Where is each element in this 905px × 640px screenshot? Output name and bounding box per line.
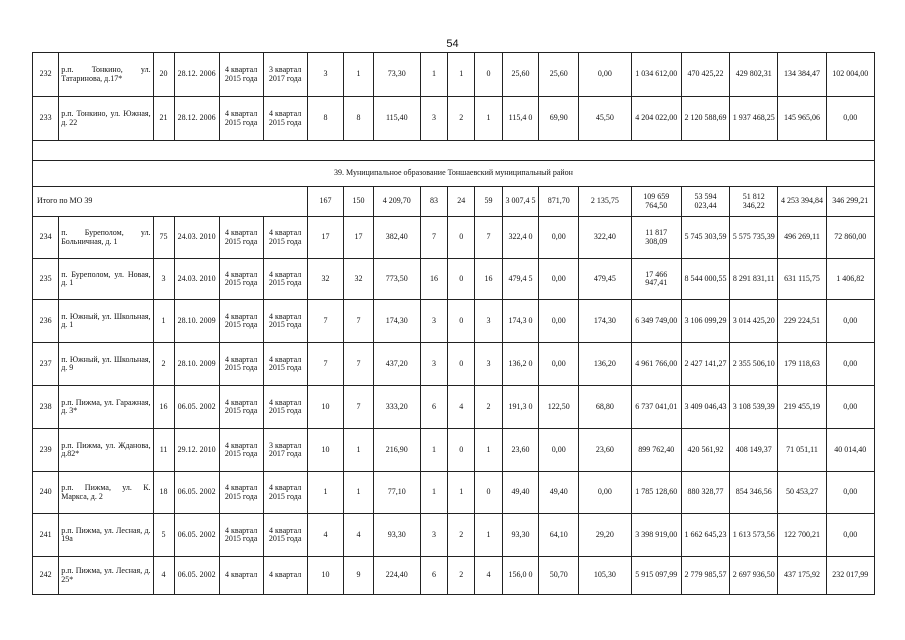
cell: 2	[448, 514, 475, 557]
cell: 4	[344, 514, 373, 557]
cell: 6 349 749,00	[631, 300, 681, 343]
cell: 4 961 766,00	[631, 343, 681, 386]
cell: 0,00	[826, 300, 874, 343]
page-number: 54	[446, 38, 459, 50]
cell: 496 269,11	[778, 217, 826, 259]
cell: 4 квартал 2015 года	[263, 386, 307, 429]
cell: 3 007,4 5	[502, 187, 539, 217]
cell: 3 398 919,00	[631, 514, 681, 557]
cell: 20	[153, 53, 174, 97]
cell: 93,30	[502, 514, 539, 557]
date-cell: 24.03. 2010	[174, 259, 219, 300]
cell: 1 937 468,25	[730, 97, 778, 141]
cell: 102 004,00	[826, 53, 874, 97]
cell: 1	[448, 472, 475, 514]
cell: 0	[448, 217, 475, 259]
address-cell: п. Южный, ул. Школьная, д. 1	[59, 300, 153, 343]
cell: 1	[420, 472, 447, 514]
table-row	[33, 53, 875, 97]
cell: 0,00	[579, 472, 631, 514]
cell: 8 291 831,11	[730, 259, 778, 300]
address-cell: п. Южный, ул. Школьная, д. 9	[59, 343, 153, 386]
total-label: Итого по МО 39	[33, 187, 308, 217]
cell: 0,00	[539, 300, 579, 343]
cell: 3	[153, 259, 174, 300]
cell: 105,30	[579, 557, 631, 595]
cell: 1 406,82	[826, 259, 874, 300]
cell: 899 762,40	[631, 429, 681, 472]
cell: 224,40	[373, 557, 420, 595]
date-cell: 06.05. 2002	[174, 557, 219, 595]
cell: 77,10	[373, 472, 420, 514]
date-cell: 06.05. 2002	[174, 386, 219, 429]
cell: 216,90	[373, 429, 420, 472]
date-cell: 24.03. 2010	[174, 217, 219, 259]
cell: 3	[420, 343, 447, 386]
cell: 0,00	[579, 53, 631, 97]
cell: 346 299,21	[826, 187, 874, 217]
cell: 3	[420, 300, 447, 343]
cell: 3 квартал 2017 года	[263, 53, 307, 97]
cell: 0	[475, 53, 502, 97]
cell: 68,80	[579, 386, 631, 429]
cell: 75	[153, 217, 174, 259]
cell: 83	[420, 187, 447, 217]
cell: 17	[344, 217, 373, 259]
cell: 1	[153, 300, 174, 343]
table-row	[33, 386, 875, 429]
date-cell: 28.12. 2006	[174, 97, 219, 141]
cell: 191,3 0	[502, 386, 539, 429]
address-cell: р.п. Тонкино, ул. Южная, д. 22	[59, 97, 153, 141]
cell: 4	[153, 557, 174, 595]
cell: 3 106 099,29	[681, 300, 729, 343]
cell: 229 224,51	[778, 300, 826, 343]
cell: 9	[344, 557, 373, 595]
cell: 382,40	[373, 217, 420, 259]
row-number: 235	[33, 259, 59, 300]
cell: 4 253 394,84	[778, 187, 826, 217]
cell: 4 204 022,00	[631, 97, 681, 141]
cell: 2	[153, 343, 174, 386]
cell: 11 817 308,09	[631, 217, 681, 259]
cell: 64,10	[539, 514, 579, 557]
cell: 3	[420, 514, 447, 557]
cell: 1	[307, 472, 344, 514]
cell: 1	[448, 53, 475, 97]
table-row	[33, 217, 875, 259]
date-cell: 28.12. 2006	[174, 53, 219, 97]
cell: 1	[344, 53, 373, 97]
row-number: 238	[33, 386, 59, 429]
cell: 2	[448, 97, 475, 141]
cell: 3	[475, 300, 502, 343]
cell: 4 квартал 2015 года	[219, 53, 263, 97]
cell: 6 737 041,01	[631, 386, 681, 429]
cell: 420 561,92	[681, 429, 729, 472]
cell: 1	[475, 97, 502, 141]
table-row	[33, 259, 875, 300]
cell: 3 014 425,20	[730, 300, 778, 343]
section-row	[33, 161, 875, 187]
cell: 4 квартал 2015 года	[263, 259, 307, 300]
cell: 5 915 097,99	[631, 557, 681, 595]
cell: 1 785 128,60	[631, 472, 681, 514]
cell: 4 квартал 2015 года	[263, 472, 307, 514]
cell: 2 135,75	[579, 187, 631, 217]
cell: 7	[344, 300, 373, 343]
cell: 50,70	[539, 557, 579, 595]
cell: 150	[344, 187, 373, 217]
row-number: 240	[33, 472, 59, 514]
cell: 32	[344, 259, 373, 300]
cell: 1	[420, 429, 447, 472]
cell: 0	[448, 343, 475, 386]
cell: 3	[307, 53, 344, 97]
table-row	[33, 300, 875, 343]
cell: 1 662 645,23	[681, 514, 729, 557]
cell: 0,00	[539, 259, 579, 300]
cell: 1	[420, 53, 447, 97]
cell: 0,00	[826, 472, 874, 514]
table-row	[33, 97, 875, 141]
cell: 0,00	[539, 343, 579, 386]
cell: 871,70	[539, 187, 579, 217]
cell: 4 квартал 2015 года	[219, 343, 263, 386]
cell: 7	[420, 217, 447, 259]
address-cell: р.п. Пижма, ул. Лесная, д. 19а	[59, 514, 153, 557]
section-title: 39. Муниципальное образование Тоншаевский муниципальный район	[33, 161, 875, 187]
cell: 174,30	[579, 300, 631, 343]
cell: 322,40	[579, 217, 631, 259]
cell: 25,60	[539, 53, 579, 97]
row-number: 237	[33, 343, 59, 386]
cell: 51 812 346,22	[730, 187, 778, 217]
cell: 7	[344, 386, 373, 429]
cell: 115,4 0	[502, 97, 539, 141]
cell: 156,0 0	[502, 557, 539, 595]
cell: 11	[153, 429, 174, 472]
cell: 72 860,00	[826, 217, 874, 259]
row-number: 232	[33, 53, 59, 97]
cell: 4 квартал 2015 года	[219, 514, 263, 557]
table-row	[33, 472, 875, 514]
cell: 10	[307, 386, 344, 429]
cell: 40 014,40	[826, 429, 874, 472]
cell: 4 квартал 2015 года	[219, 429, 263, 472]
cell: 1 613 573,56	[730, 514, 778, 557]
table-row	[33, 514, 875, 557]
cell: 32	[307, 259, 344, 300]
cell: 10	[307, 429, 344, 472]
cell: 0,00	[826, 343, 874, 386]
cell: 4	[448, 386, 475, 429]
cell: 2	[448, 557, 475, 595]
cell: 1	[475, 429, 502, 472]
table-row	[33, 343, 875, 386]
cell: 69,90	[539, 97, 579, 141]
cell: 6	[420, 386, 447, 429]
address-cell: р.п. Пижма, ул. Жданова, д.82*	[59, 429, 153, 472]
cell: 7	[475, 217, 502, 259]
cell: 73,30	[373, 53, 420, 97]
cell: 122 700,21	[778, 514, 826, 557]
address-cell: п. Буреполом, ул. Больничная, д. 1	[59, 217, 153, 259]
cell: 50 453,27	[778, 472, 826, 514]
cell: 1	[344, 429, 373, 472]
cell: 8 544 000,55	[681, 259, 729, 300]
cell: 136,20	[579, 343, 631, 386]
cell: 4 квартал 2015 года	[263, 514, 307, 557]
cell: 71 051,11	[778, 429, 826, 472]
cell: 4 квартал	[263, 557, 307, 595]
cell: 3	[420, 97, 447, 141]
cell: 16	[153, 386, 174, 429]
cell: 0	[448, 300, 475, 343]
cell: 2 779 985,57	[681, 557, 729, 595]
cell: 4 квартал 2015 года	[219, 217, 263, 259]
cell: 49,40	[502, 472, 539, 514]
cell: 59	[475, 187, 502, 217]
cell: 17	[307, 217, 344, 259]
cell: 7	[344, 343, 373, 386]
address-cell: р.п. Тонкино, ул. Татаринова, д.17*	[59, 53, 153, 97]
cell: 5 745 303,59	[681, 217, 729, 259]
cell: 23,60	[579, 429, 631, 472]
cell: 0	[475, 472, 502, 514]
cell: 479,45	[579, 259, 631, 300]
cell: 2 355 506,10	[730, 343, 778, 386]
row-number: 242	[33, 557, 59, 595]
cell: 24	[448, 187, 475, 217]
cell: 322,4 0	[502, 217, 539, 259]
address-cell: р.п. Пижма, ул. К. Маркса, д. 2	[59, 472, 153, 514]
cell: 7	[307, 343, 344, 386]
cell: 0	[448, 429, 475, 472]
cell: 437,20	[373, 343, 420, 386]
cell: 5	[153, 514, 174, 557]
housing-register-table	[32, 52, 875, 595]
date-cell: 28.10. 2009	[174, 300, 219, 343]
cell: 479,4 5	[502, 259, 539, 300]
cell: 4 209,70	[373, 187, 420, 217]
cell: 18	[153, 472, 174, 514]
cell: 109 659 764,50	[631, 187, 681, 217]
cell: 408 149,37	[730, 429, 778, 472]
row-number: 241	[33, 514, 59, 557]
cell: 4 квартал 2015 года	[219, 386, 263, 429]
cell: 16	[475, 259, 502, 300]
total-row	[33, 187, 875, 217]
date-cell: 06.05. 2002	[174, 472, 219, 514]
cell: 0,00	[539, 429, 579, 472]
cell: 16	[420, 259, 447, 300]
cell: 145 965,06	[778, 97, 826, 141]
cell: 1	[344, 472, 373, 514]
table-row	[33, 557, 875, 595]
cell: 437 175,92	[778, 557, 826, 595]
cell: 219 455,19	[778, 386, 826, 429]
cell: 854 346,56	[730, 472, 778, 514]
cell: 0,00	[826, 386, 874, 429]
municipality-rows	[33, 217, 875, 595]
cell: 8	[307, 97, 344, 141]
cell: 179 118,63	[778, 343, 826, 386]
row-number: 239	[33, 429, 59, 472]
cell: 1 034 612,00	[631, 53, 681, 97]
cell: 7	[307, 300, 344, 343]
cell: 4	[307, 514, 344, 557]
cell: 2 697 936,50	[730, 557, 778, 595]
cell: 134 384,47	[778, 53, 826, 97]
cell: 4 квартал 2015 года	[219, 97, 263, 141]
date-cell: 29.12. 2010	[174, 429, 219, 472]
cell: 174,30	[373, 300, 420, 343]
cell: 4 квартал	[219, 557, 263, 595]
cell: 8	[344, 97, 373, 141]
cell: 167	[307, 187, 344, 217]
cell: 136,2 0	[502, 343, 539, 386]
address-cell: п. Буреполом, ул. Новая, д. 1	[59, 259, 153, 300]
cell: 17 466 947,41	[631, 259, 681, 300]
cell: 429 802,31	[730, 53, 778, 97]
cell: 29,20	[579, 514, 631, 557]
cell: 0	[448, 259, 475, 300]
cell: 4 квартал 2015 года	[263, 343, 307, 386]
cell: 93,30	[373, 514, 420, 557]
cell: 6	[420, 557, 447, 595]
cell: 2	[475, 386, 502, 429]
cell: 2 120 588,69	[681, 97, 729, 141]
date-cell: 06.05. 2002	[174, 514, 219, 557]
cell: 0,00	[826, 514, 874, 557]
cell: 3	[475, 343, 502, 386]
cell: 4 квартал 2015 года	[219, 259, 263, 300]
address-cell: р.п. Пижма, ул. Лесная, д. 25*	[59, 557, 153, 595]
cell: 53 594 023,44	[681, 187, 729, 217]
cell: 174,3 0	[502, 300, 539, 343]
cell: 0,00	[826, 97, 874, 141]
cell: 631 115,75	[778, 259, 826, 300]
cell: 333,20	[373, 386, 420, 429]
cell: 1	[475, 514, 502, 557]
cell: 122,50	[539, 386, 579, 429]
table-row	[33, 429, 875, 472]
cell: 3 409 046,43	[681, 386, 729, 429]
cell: 232 017,99	[826, 557, 874, 595]
cell: 49,40	[539, 472, 579, 514]
cell: 4 квартал 2015 года	[219, 472, 263, 514]
cell: 3 108 539,39	[730, 386, 778, 429]
cell: 21	[153, 97, 174, 141]
cell: 4	[475, 557, 502, 595]
cell: 23,60	[502, 429, 539, 472]
cell: 880 328,77	[681, 472, 729, 514]
cell: 5 575 735,39	[730, 217, 778, 259]
cell: 2 427 141,27	[681, 343, 729, 386]
cell: 45,50	[579, 97, 631, 141]
cell: 10	[307, 557, 344, 595]
date-cell: 28.10. 2009	[174, 343, 219, 386]
cell: 4 квартал 2015 года	[263, 217, 307, 259]
cell: 25,60	[502, 53, 539, 97]
cell: 3 квартал 2017 года	[263, 429, 307, 472]
cell: 4 квартал 2015 года	[263, 300, 307, 343]
cell: 773,50	[373, 259, 420, 300]
address-cell: р.п. Пижма, ул. Гаражная, д. 3*	[59, 386, 153, 429]
row-number: 236	[33, 300, 59, 343]
cell: 4 квартал 2015 года	[263, 97, 307, 141]
row-number: 233	[33, 97, 59, 141]
spacer-row	[33, 141, 875, 161]
row-number: 234	[33, 217, 59, 259]
cell: 0,00	[539, 217, 579, 259]
cell: 4 квартал 2015 года	[219, 300, 263, 343]
cell: 470 425,22	[681, 53, 729, 97]
cell: 115,40	[373, 97, 420, 141]
